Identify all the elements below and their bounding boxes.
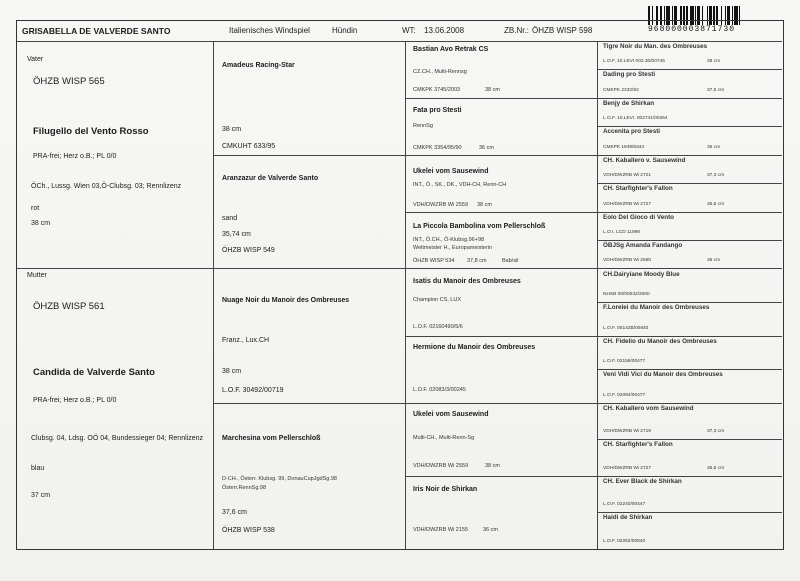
ancestor-name: Dading pro Stesti	[603, 71, 656, 78]
breed: Italienisches Windspiel	[229, 26, 310, 35]
pedigree-table	[16, 20, 784, 550]
grandparent-name: Aranzazur de Valverde Santo	[222, 175, 319, 182]
grandparent-info: D-CH., Österr. Klubsg. 99, DonauCupJgdSg.98	[222, 476, 337, 482]
great-grandparent-height: 38 cm	[485, 463, 500, 469]
ancestor-reg: L.O.F. 02158/00477	[603, 359, 646, 364]
father-health: PRA-frei; Herz o.B.; PL 0/0	[33, 153, 117, 160]
ancestor-reg: L.O.F. 10.LEVI. 002741/00354	[603, 116, 668, 121]
ancestor-reg: CMKPK 1949/8344	[603, 145, 645, 150]
great-grandparent-reg: VDH/DWZRB Wi 2559	[413, 463, 469, 469]
great-grandparent-reg: L.O.F. 02160490/5/6	[413, 324, 463, 330]
ancestor-reg: L.O.F. 10.LEVI 002.30/00745	[603, 59, 665, 64]
ancestor-height: 36 cm	[707, 258, 721, 263]
ancestor-reg: L.O.F. 00142B/00840	[603, 326, 649, 331]
ancestor-reg: VDH/DWZRB Wi 2727	[603, 202, 651, 207]
ancestor-name: Haidi de Shirkan	[603, 514, 653, 521]
ancestor-height: 38 cm	[707, 59, 721, 64]
ancestor-reg: L.O.F. 02094/00477	[603, 393, 646, 398]
mother-titles-1: Clubsg. 04, Ldsg. OÖ 04, Bundessieger 04; Rennlizenz	[31, 435, 203, 442]
grandparent-reg: CMKUHT 633/95	[222, 143, 276, 150]
ancestor-name: CH. Kaballero v. Sausewind	[603, 157, 686, 164]
father-titles: ÖCh., Lussg. Wien 03,Ö-Clubsg. 03; Rennlizenz	[31, 183, 182, 190]
ancestor-reg: CMKPK 2332/92	[603, 88, 639, 93]
ancestor-reg: VDH/DWZRB Wi 2727	[603, 466, 651, 471]
great-grandparent-reg: L.O.F. 02083/3/00245	[413, 387, 466, 393]
grandparent-info2: Österr.RennSg.98	[222, 485, 267, 491]
dog-name: GRISABELLA DE VALVERDE SANTO	[22, 26, 171, 36]
grandparent-info2: 35,74 cm	[222, 231, 251, 238]
great-grandparent-reg: CMKPK 3745/2003	[413, 87, 461, 93]
ancestor-reg: L.O.I. LCD 11998	[603, 230, 640, 235]
father-role: Vater	[27, 56, 44, 63]
great-grandparent-info: CZ.CH., Multi-Rennsg	[413, 69, 467, 75]
ancestor-name: CH.Dairyiane Moody Blue	[603, 271, 680, 278]
great-grandparent-name: Ukelei vom Sausewind	[413, 168, 489, 175]
ancestor-name: Eolo Del Gioco di Vento	[603, 214, 675, 221]
ancestor-reg: L.O.F. 02240/00447	[603, 502, 646, 507]
ancestor-name: Veni Vidi Vici du Manoir des Ombreuses	[603, 371, 723, 378]
great-grandparent-info: INT., Ö., SK., DK., VDH-CH, Renn-CH	[413, 182, 507, 188]
great-grandparent-info: Champion CS, LUX	[413, 297, 461, 303]
grandparent-info: 38 cm	[222, 126, 242, 133]
great-grandparent-extra: Bab/sil	[502, 258, 519, 264]
great-grandparent-info2: Weltmeister H., Europameisterin	[413, 245, 493, 251]
grandparent-info3: 37,6 cm	[222, 509, 247, 516]
ancestor-reg: VDH/DWZRB Wi 2719	[603, 429, 651, 434]
great-grandparent-reg: VDH/DWZRB Wi 2155	[413, 527, 469, 533]
great-grandparent-name: Iris Noir de Shirkan	[413, 486, 478, 493]
great-grandparent-info: RennSg	[413, 123, 433, 129]
great-grandparent-height: 38 cm	[485, 87, 500, 93]
ancestor-reg: L.O.F. 02262/00840	[603, 539, 646, 544]
mother-role: Mutter	[27, 272, 47, 279]
father-name: Filugello del Vento Rosso	[33, 126, 149, 137]
ancestor-name: CH. Kaballero vom Sausewind	[603, 405, 694, 412]
great-grandparent-reg: CMKPK 3354/95/90	[413, 145, 462, 151]
grandparent-name: Marchesina vom Pellerschloß	[222, 435, 321, 442]
mother-height: 37 cm	[31, 492, 51, 499]
grandparent-reg: L.O.F. 30492/00719	[222, 387, 284, 394]
grandparent-info2: 38 cm	[222, 368, 242, 375]
great-grandparent-height: 37,8 cm	[467, 258, 487, 264]
father-reg: ÖHZB WISP 565	[33, 76, 105, 87]
grandparent-name: Amadeus Racing-Star	[222, 62, 295, 69]
ancestor-name: CH. Starfighter's Fallon	[603, 185, 673, 192]
ancestor-height: 35,5 cm	[707, 202, 725, 207]
great-grandparent-name: Bastian Avo Retrak CS	[413, 46, 489, 53]
mother-reg: ÖHZB WISP 561	[33, 301, 105, 312]
great-grandparent-name: La Piccola Bambolina vom Pellerschloß	[413, 223, 546, 230]
ancestor-reg: NHSB 00/00032/2000	[603, 292, 650, 297]
ancestor-name: CH. Ever Black de Shirkan	[603, 478, 682, 485]
grandparent-info: Franz., Lux.CH	[222, 337, 270, 344]
ancestor-name: Benjy de Shirkan	[603, 100, 655, 107]
wt-date: 13.06.2008	[424, 26, 465, 35]
father-color: rot	[31, 205, 40, 212]
ancestor-name: CH. Fidelio du Manoir des Ombreuses	[603, 338, 717, 345]
wt-label: WT:	[402, 26, 416, 35]
ancestor-height: 37,5 cm	[707, 88, 725, 93]
great-grandparent-info: Multi-CH., Multi-Renn-Sg	[413, 435, 475, 441]
ancestor-name: CH. Starfighter's Fallon	[603, 441, 673, 448]
ancestor-height: 37,3 cm	[707, 429, 725, 434]
ancestor-height: 37,3 cm	[707, 173, 725, 178]
great-grandparent-info: INT., Ö.CH., Ö-Klubsg.96+98	[413, 237, 485, 243]
ancestor-reg: VDH/DWZRB Wi 2660	[603, 258, 651, 263]
great-grandparent-reg: VDH/DWZRB Wi 2559	[413, 202, 469, 208]
sex: Hündin	[332, 26, 358, 35]
mother-health: PRA-frei; Herz o.B.; PL 0/0	[33, 397, 117, 404]
mother-name: Candida de Valverde Santo	[33, 367, 155, 378]
great-grandparent-height: 36 cm	[479, 145, 494, 151]
father-height: 38 cm	[31, 220, 51, 227]
grandparent-info: sand	[222, 215, 238, 222]
mother-color: blau	[31, 465, 45, 472]
great-grandparent-height: 38 cm	[477, 202, 492, 208]
zb-number: ÖHZB WISP 598	[532, 26, 593, 35]
ancestor-height: 35 cm	[707, 145, 721, 150]
ancestor-reg: VDH/DWZRB Wi 2721	[603, 173, 651, 178]
great-grandparent-height: 36 cm	[483, 527, 498, 533]
great-grandparent-name: Ukelei vom Sausewind	[413, 411, 489, 418]
grandparent-name: Nuage Noir du Manoir des Ombreuses	[222, 297, 350, 304]
grandparent-reg: ÖHZB WISP 538	[222, 527, 275, 534]
barcode-number: 968000003871730	[648, 25, 736, 34]
ancestor-name: Accenita pro Stesti	[603, 128, 661, 135]
ancestor-height: 35,5 cm	[707, 466, 725, 471]
great-grandparent-reg: ÖHZB WISP 534	[413, 258, 455, 264]
ancestor-name: Tigre Noir du Man. des Ombreuses	[603, 43, 708, 50]
ancestor-name: F.Lorelei du Manoir des Ombreuses	[603, 304, 710, 311]
zb-label: ZB.Nr.:	[504, 26, 529, 35]
great-grandparent-name: Hermione du Manoir des Ombreuses	[413, 344, 536, 351]
great-grandparent-name: Isatis du Manoir des Ombreuses	[413, 278, 521, 285]
great-grandparent-name: Fata pro Stesti	[413, 107, 462, 114]
grandparent-reg: ÖHZB WISP 549	[222, 247, 275, 254]
ancestor-name: ÖBJSg Amanda Fandango	[603, 242, 683, 249]
